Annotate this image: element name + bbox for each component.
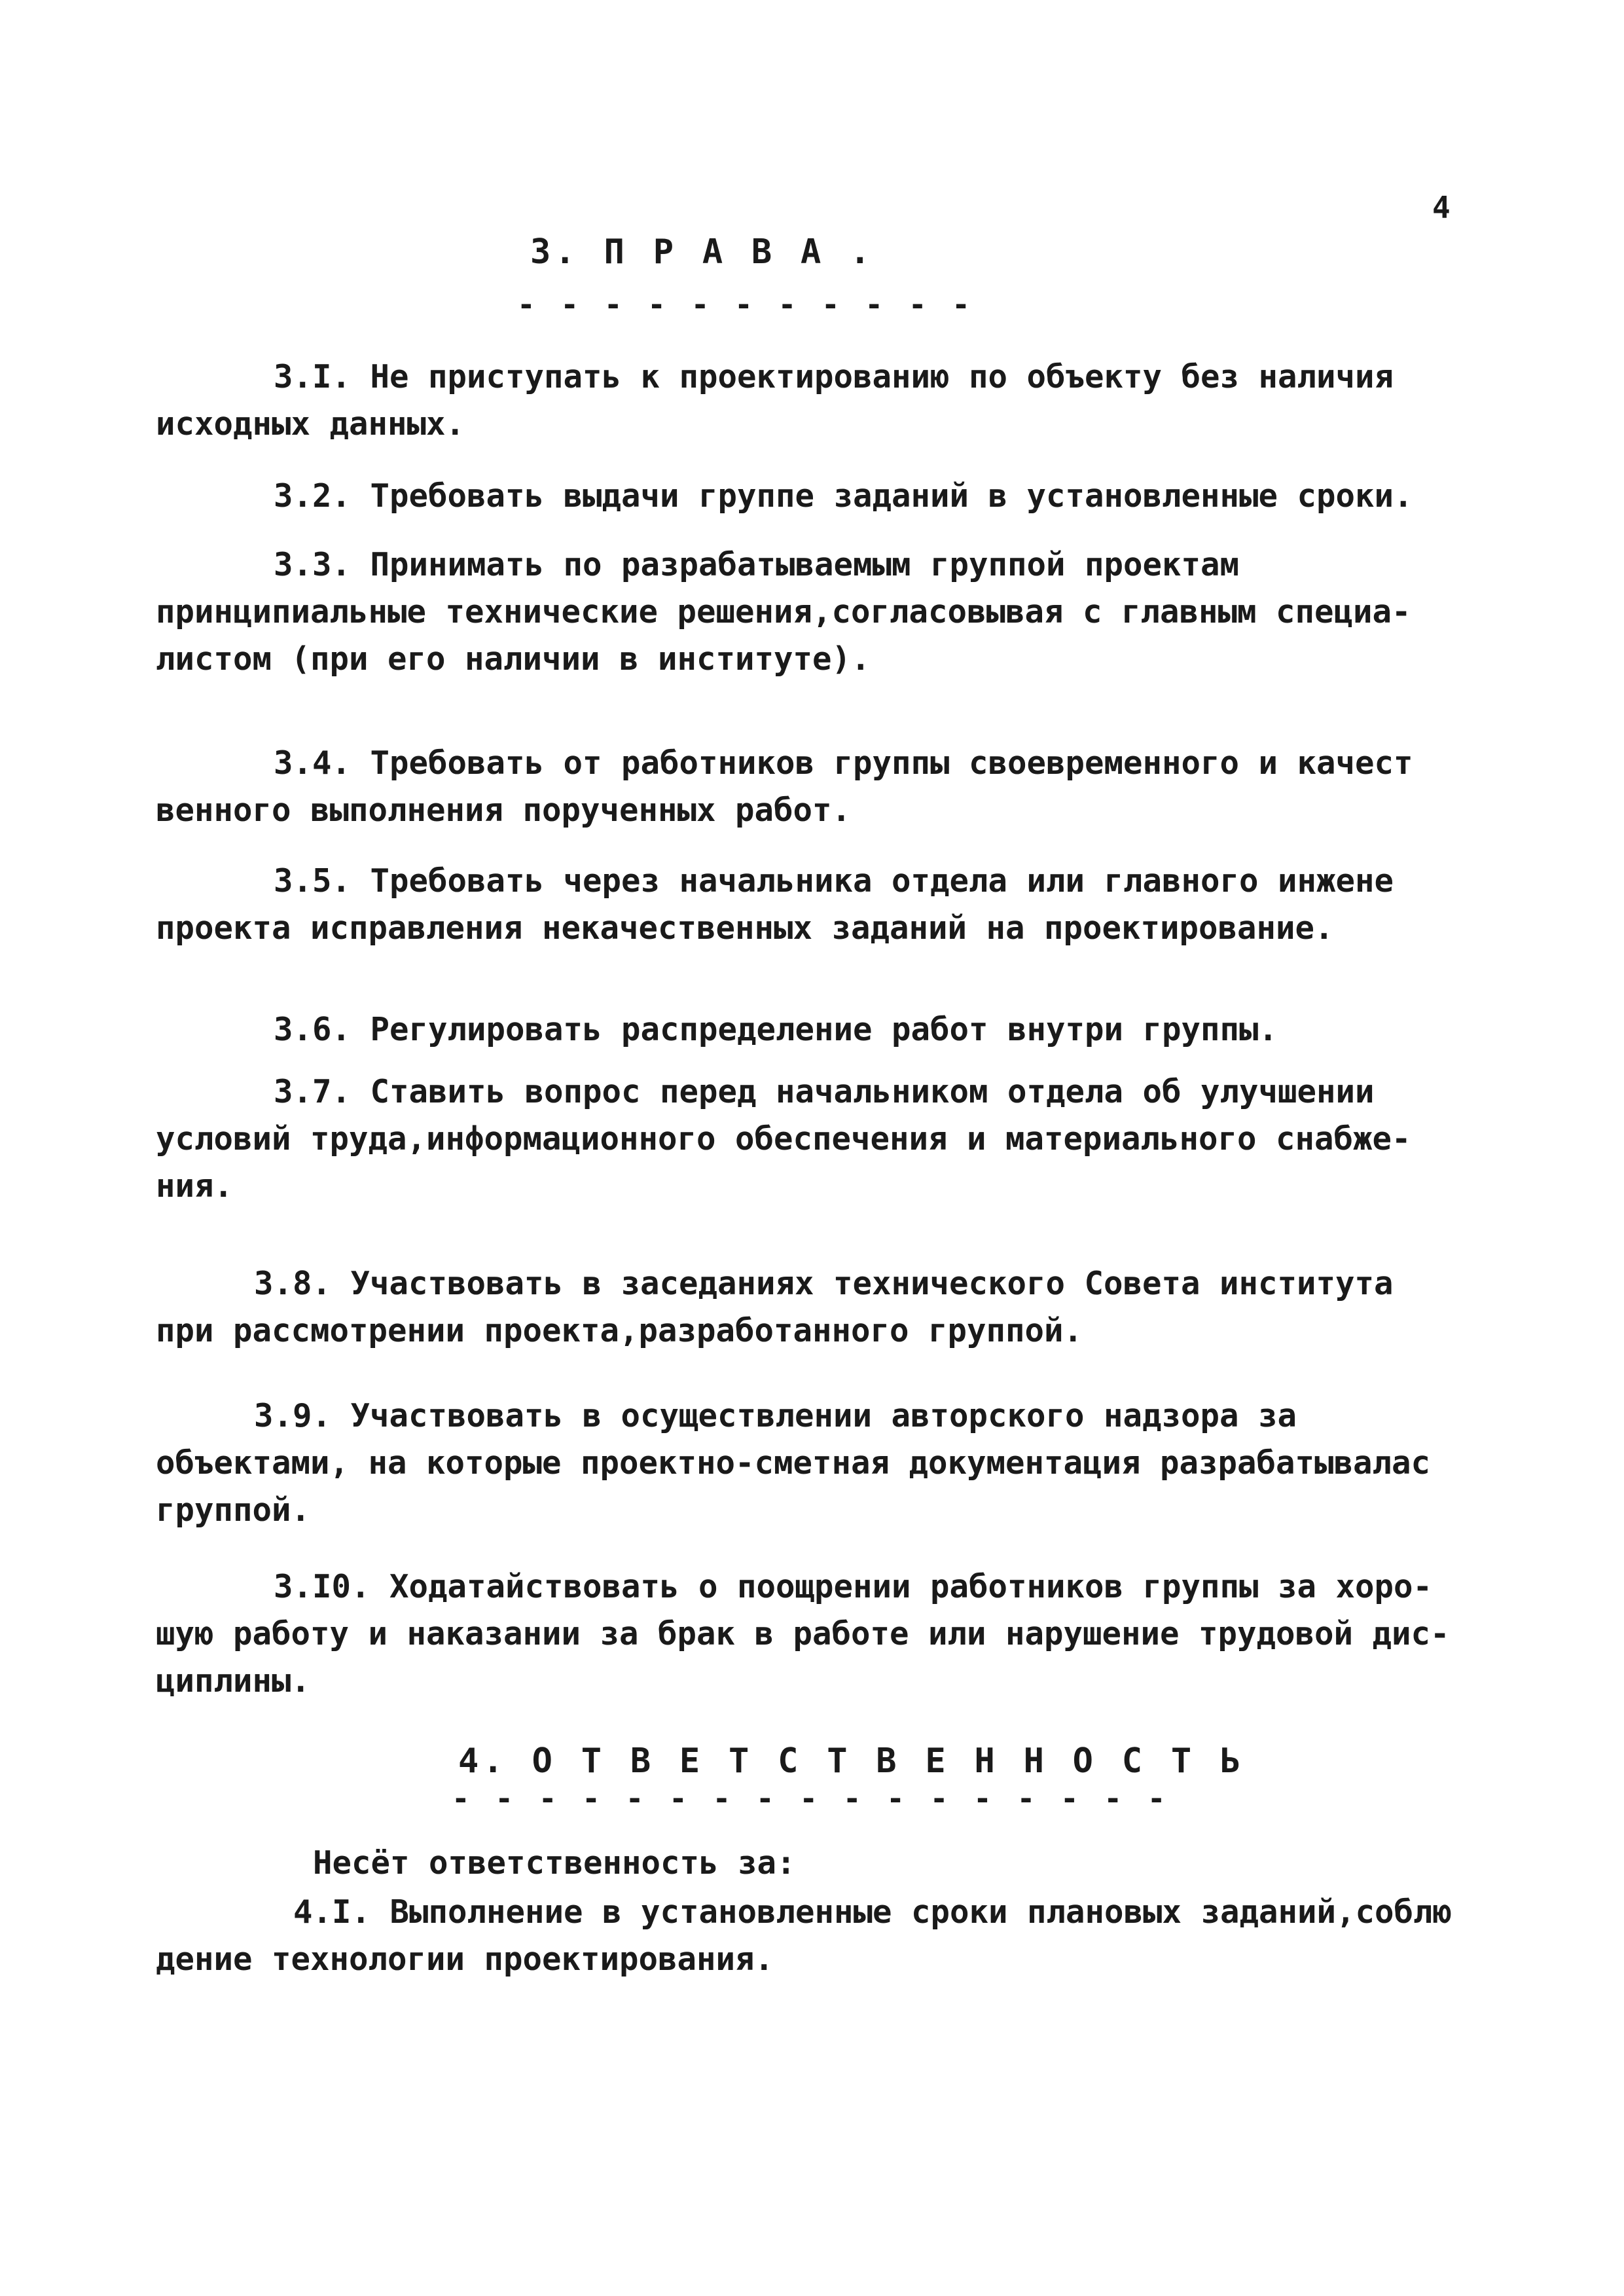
section-3-underline: - - - - - - - - - - -: [517, 287, 974, 322]
clause-line: 3.I0. Ходатайствовать о поощрении работников группы за хоро-: [274, 1568, 1433, 1605]
section-4-heading: 4. О Т В Е Т С Т В Е Н Н О С Т Ь: [458, 1741, 1245, 1781]
clause-3-5: [156, 858, 1491, 952]
clause-line: 3.6. Регулировать распределение работ внутри группы.: [274, 1011, 1278, 1048]
clause-line: ния.: [156, 1167, 234, 1205]
clause-line: 4.I. Выполнение в установленные сроки плановых заданий,соблю: [293, 1893, 1453, 1931]
clause-line: при рассмотрении проекта,разработанного группой.: [156, 1312, 1083, 1349]
clause-line: 3.2. Требовать выдачи группе заданий в установленные сроки.: [274, 477, 1413, 515]
section-4-underline: - - - - - - - - - - - - - - - - -: [452, 1781, 1170, 1816]
clause-line: 3.5. Требовать через начальника отдела или главного инжене: [274, 862, 1394, 900]
clause-3-4: [156, 740, 1491, 834]
clause-3-9: [156, 1393, 1491, 1534]
clause-line: шую работу и наказании за брак в работе или нарушение трудовой дис-: [156, 1615, 1450, 1652]
clause-line: 3.I. Не приступать к проектированию по объекту без наличия: [274, 358, 1394, 395]
section-3-heading: 3. П Р А В А .: [530, 232, 875, 272]
clause-line: 3.9. Участвовать в осуществлении авторского надзора за: [254, 1397, 1297, 1434]
clause-3-3: [156, 541, 1491, 683]
clause-line: венного выполнения порученных работ.: [156, 792, 852, 829]
page-number: 4: [1432, 190, 1451, 225]
clause-line: объектами, на которые проектно-сметная документация разрабатывалас: [156, 1444, 1431, 1482]
clause-line: проекта исправления некачественных заданий на проектирование.: [156, 909, 1334, 947]
clause-line: циплины.: [156, 1662, 311, 1700]
section-4-intro: Несёт ответственность за:: [313, 1844, 796, 1882]
clause-line: 3.8. Участвовать в заседаниях технического Совета института: [254, 1265, 1394, 1302]
clause-4-1: [156, 1889, 1491, 1983]
clause-line: 3.4. Требовать от работников группы своевременного и качест: [274, 744, 1413, 782]
clause-3-8: [156, 1260, 1491, 1355]
clause-line: исходных данных.: [156, 405, 465, 443]
clause-line: условий труда,информационного обеспечения и материального снабже-: [156, 1120, 1411, 1157]
clause-line: дение технологии проектирования.: [156, 1941, 774, 1978]
clause-line: принципиальные технические решения,согласовывая с главным специа-: [156, 593, 1411, 630]
clause-3-6: [156, 1006, 1491, 1053]
clause-line: 3.3. Принимать по разрабатываемым группой проектам: [274, 546, 1240, 583]
clause-line: группой.: [156, 1491, 311, 1529]
clause-3-10: [156, 1563, 1491, 1705]
clause-3-2: [156, 473, 1491, 520]
clause-3-7: [156, 1068, 1491, 1210]
clause-line: листом (при его наличии в институте).: [156, 640, 871, 678]
clause-3-1: [156, 354, 1491, 448]
clause-line: 3.7. Ставить вопрос перед начальником отдела об улучшении: [274, 1073, 1375, 1110]
